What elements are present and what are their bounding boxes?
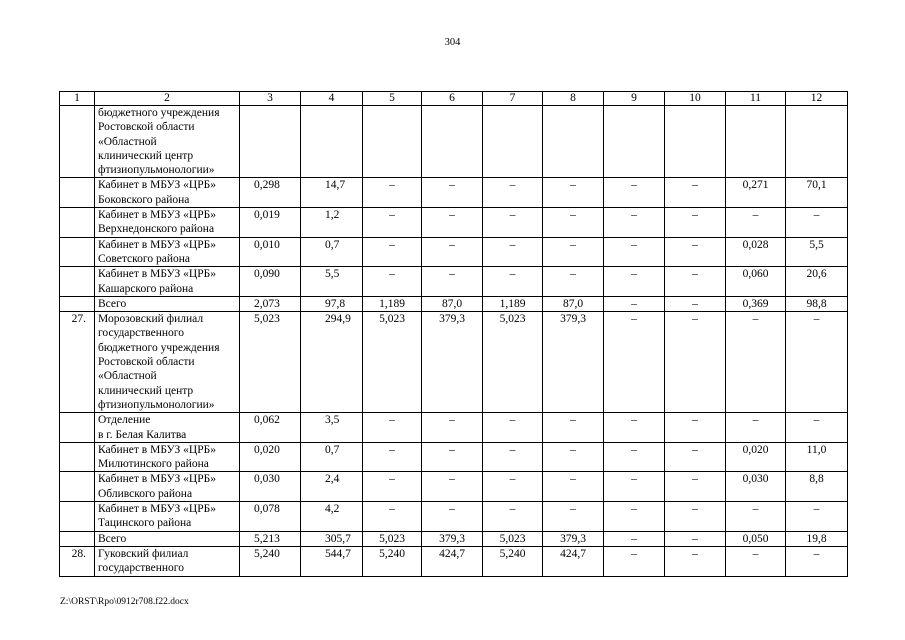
header-cell-8: 8 — [543, 92, 604, 106]
table-cell-col1 — [60, 106, 95, 178]
table-cell-col2: Кабинет в МБУЗ «ЦРБ» Милютинского района — [95, 442, 240, 472]
table-cell-col1 — [60, 178, 95, 208]
table-cell-col11: 0,020 — [726, 442, 786, 472]
table-cell-col8: – — [543, 472, 604, 502]
header-cell-11: 11 — [726, 92, 786, 106]
table-cell-col1: 28. — [60, 546, 95, 576]
table-cell-col4: 294,9 — [301, 312, 363, 413]
table-cell-col3: 0,019 — [240, 208, 301, 238]
table-cell-col4: 5,5 — [301, 267, 363, 297]
table-cell-col5: 5,240 — [363, 546, 422, 576]
table-cell-col12: 5,5 — [786, 237, 848, 267]
table-cell-col9 — [604, 106, 665, 178]
table-cell-col7: – — [483, 442, 543, 472]
table-row — [60, 178, 848, 208]
table-row — [60, 442, 848, 472]
table-cell-col7: – — [483, 237, 543, 267]
table-cell-col2: Кабинет в МБУЗ «ЦРБ» Верхнедонского района — [95, 208, 240, 238]
table-cell-col11: – — [726, 312, 786, 413]
table-cell-col9: – — [604, 267, 665, 297]
table-cell-col10: – — [665, 472, 726, 502]
table-cell-col7: – — [483, 208, 543, 238]
table-cell-col1 — [60, 472, 95, 502]
table-cell-col3: 5,240 — [240, 546, 301, 576]
table-cell-col2: Гуковский филиал государственного — [95, 546, 240, 576]
table-cell-col10: – — [665, 442, 726, 472]
header-cell-5: 5 — [363, 92, 422, 106]
table-cell-col3: 0,010 — [240, 237, 301, 267]
table-cell-col10: – — [665, 267, 726, 297]
table-cell-col3: 0,020 — [240, 442, 301, 472]
table-cell-col2: бюджетного учреждения Ростовской области «Областной клинический центр фтизиопульмонологии» — [95, 106, 240, 178]
table-cell-col5: – — [363, 413, 422, 443]
table-cell-col5: 1,189 — [363, 296, 422, 311]
table-cell-col8: – — [543, 237, 604, 267]
table-cell-col5: 5,023 — [363, 531, 422, 546]
table-cell-col2: Кабинет в МБУЗ «ЦРБ» Обливского района — [95, 472, 240, 502]
table-cell-col4: 1,2 — [301, 208, 363, 238]
table-cell-col5: – — [363, 267, 422, 297]
table-cell-col1 — [60, 502, 95, 532]
table-cell-col12: – — [786, 546, 848, 576]
table-cell-col1 — [60, 413, 95, 443]
table-cell-col9: – — [604, 442, 665, 472]
table-cell-col6: – — [422, 237, 483, 267]
table-cell-col3: 0,062 — [240, 413, 301, 443]
table-cell-col9: – — [604, 531, 665, 546]
table-cell-col12: 70,1 — [786, 178, 848, 208]
table-cell-col7 — [483, 106, 543, 178]
table-header-row — [60, 92, 848, 106]
table-row — [60, 413, 848, 443]
table-cell-col8: – — [543, 502, 604, 532]
table-row — [60, 546, 848, 576]
table-cell-col1: 27. — [60, 312, 95, 413]
table-cell-col3: 0,090 — [240, 267, 301, 297]
table-cell-col8: – — [543, 442, 604, 472]
header-cell-2: 2 — [95, 92, 240, 106]
table-row — [60, 312, 848, 413]
table-cell-col5: – — [363, 442, 422, 472]
table-cell-col4: 0,7 — [301, 442, 363, 472]
table-cell-col6: 424,7 — [422, 546, 483, 576]
table-cell-col5: – — [363, 178, 422, 208]
table-cell-col6: – — [422, 208, 483, 238]
table-cell-col10: – — [665, 312, 726, 413]
table-body — [60, 92, 848, 577]
table-cell-col7: – — [483, 178, 543, 208]
table-cell-col9: – — [604, 312, 665, 413]
table-cell-col5: – — [363, 237, 422, 267]
table-cell-col4: 4,2 — [301, 502, 363, 532]
table-cell-col9: – — [604, 546, 665, 576]
table-cell-col11: 0,369 — [726, 296, 786, 311]
table-cell-col12: – — [786, 413, 848, 443]
table-cell-col3: 2,073 — [240, 296, 301, 311]
header-cell-1: 1 — [60, 92, 95, 106]
table-cell-col11: – — [726, 208, 786, 238]
table-cell-col11: 0,271 — [726, 178, 786, 208]
table-cell-col9: – — [604, 296, 665, 311]
table-row — [60, 531, 848, 546]
header-cell-3: 3 — [240, 92, 301, 106]
table-cell-col6: – — [422, 472, 483, 502]
table-row — [60, 502, 848, 532]
page-number: 304 — [444, 37, 461, 48]
table-cell-col10: – — [665, 237, 726, 267]
table-cell-col10: – — [665, 546, 726, 576]
table-cell-col8 — [543, 106, 604, 178]
table-cell-col2: Морозовский филиал государственного бюджетного учреждения Ростовской области «Областной клинический центр фтизиопульмонологии» — [95, 312, 240, 413]
table-cell-col6: – — [422, 267, 483, 297]
table-cell-col6: – — [422, 502, 483, 532]
table-cell-col8: – — [543, 178, 604, 208]
table-cell-col8: 87,0 — [543, 296, 604, 311]
table-cell-col6 — [422, 106, 483, 178]
table-cell-col7: – — [483, 472, 543, 502]
table-cell-col12: 11,0 — [786, 442, 848, 472]
table-cell-col11: – — [726, 502, 786, 532]
table-cell-col3 — [240, 106, 301, 178]
table-row — [60, 237, 848, 267]
table-cell-col8: – — [543, 267, 604, 297]
table-cell-col4 — [301, 106, 363, 178]
table-cell-col2: Отделение в г. Белая Калитва — [95, 413, 240, 443]
table-cell-col9: – — [604, 413, 665, 443]
header-cell-9: 9 — [604, 92, 665, 106]
table-cell-col6: – — [422, 178, 483, 208]
table-cell-col12: – — [786, 208, 848, 238]
table-cell-col8: – — [543, 208, 604, 238]
table-row — [60, 106, 848, 178]
table-cell-col5: – — [363, 502, 422, 532]
table-cell-col4: 305,7 — [301, 531, 363, 546]
header-cell-6: 6 — [422, 92, 483, 106]
table-cell-col6: 379,3 — [422, 531, 483, 546]
header-cell-10: 10 — [665, 92, 726, 106]
header-cell-4: 4 — [301, 92, 363, 106]
table-cell-col4: 544,7 — [301, 546, 363, 576]
table-cell-col4: 97,8 — [301, 296, 363, 311]
footer-file-path: Z:\ORST\Rpo\0912r708.f22.docx — [60, 597, 189, 607]
table-cell-col12: 19,8 — [786, 531, 848, 546]
table-cell-col4: 3,5 — [301, 413, 363, 443]
table-cell-col1 — [60, 267, 95, 297]
table-cell-col11: – — [726, 413, 786, 443]
table-cell-col2: Всего — [95, 296, 240, 311]
table-cell-col11: 0,028 — [726, 237, 786, 267]
table-cell-col11: 0,060 — [726, 267, 786, 297]
data-table — [59, 91, 848, 577]
table-cell-col1 — [60, 296, 95, 311]
table-cell-col9: – — [604, 178, 665, 208]
table-cell-col1 — [60, 208, 95, 238]
table-row — [60, 267, 848, 297]
table-cell-col4: 2,4 — [301, 472, 363, 502]
table-cell-col2: Кабинет в МБУЗ «ЦРБ» Советского района — [95, 237, 240, 267]
table-cell-col5: – — [363, 208, 422, 238]
table-cell-col10 — [665, 106, 726, 178]
table-cell-col7: – — [483, 502, 543, 532]
table-cell-col8: – — [543, 413, 604, 443]
table-cell-col8: 379,3 — [543, 531, 604, 546]
table-cell-col2: Кабинет в МБУЗ «ЦРБ» Тацинского района — [95, 502, 240, 532]
table-cell-col8: 379,3 — [543, 312, 604, 413]
table-cell-col3: 0,030 — [240, 472, 301, 502]
table-cell-col3: 0,078 — [240, 502, 301, 532]
table-cell-col2: Кабинет в МБУЗ «ЦРБ» Боковского района — [95, 178, 240, 208]
table-cell-col12: – — [786, 312, 848, 413]
table-cell-col10: – — [665, 178, 726, 208]
table-cell-col9: – — [604, 237, 665, 267]
table-cell-col7: – — [483, 413, 543, 443]
table-cell-col7: 5,240 — [483, 546, 543, 576]
table-cell-col3: 0,298 — [240, 178, 301, 208]
table-cell-col1 — [60, 237, 95, 267]
table-cell-col6: 379,3 — [422, 312, 483, 413]
table-cell-col3: 5,023 — [240, 312, 301, 413]
table-cell-col7: 5,023 — [483, 531, 543, 546]
table-cell-col1 — [60, 531, 95, 546]
table-cell-col7: – — [483, 267, 543, 297]
header-cell-7: 7 — [483, 92, 543, 106]
table-cell-col11: 0,050 — [726, 531, 786, 546]
table-cell-col3: 5,213 — [240, 531, 301, 546]
table-cell-col10: – — [665, 502, 726, 532]
table-cell-col6: – — [422, 413, 483, 443]
table-cell-col12 — [786, 106, 848, 178]
table-cell-col10: – — [665, 296, 726, 311]
table-cell-col10: – — [665, 208, 726, 238]
table-cell-col7: 5,023 — [483, 312, 543, 413]
table-cell-col5: 5,023 — [363, 312, 422, 413]
table-cell-col12: – — [786, 502, 848, 532]
table-cell-col10: – — [665, 531, 726, 546]
table-cell-col9: – — [604, 208, 665, 238]
table-cell-col5 — [363, 106, 422, 178]
table-cell-col8: 424,7 — [543, 546, 604, 576]
table-cell-col2: Кабинет в МБУЗ «ЦРБ» Кашарского района — [95, 267, 240, 297]
table-cell-col11: 0,030 — [726, 472, 786, 502]
table-cell-col4: 14,7 — [301, 178, 363, 208]
table-cell-col6: – — [422, 442, 483, 472]
table-row — [60, 472, 848, 502]
table-cell-col1 — [60, 442, 95, 472]
table-cell-col9: – — [604, 502, 665, 532]
table-cell-col12: 98,8 — [786, 296, 848, 311]
table-cell-col6: 87,0 — [422, 296, 483, 311]
header-cell-12: 12 — [786, 92, 848, 106]
table-cell-col2: Всего — [95, 531, 240, 546]
table-cell-col5: – — [363, 472, 422, 502]
table-cell-col7: 1,189 — [483, 296, 543, 311]
table-cell-col9: – — [604, 472, 665, 502]
table-row — [60, 208, 848, 238]
table-cell-col12: 8,8 — [786, 472, 848, 502]
table-row — [60, 296, 848, 311]
table-cell-col4: 0,7 — [301, 237, 363, 267]
table-cell-col10: – — [665, 413, 726, 443]
table-cell-col11 — [726, 106, 786, 178]
table-cell-col12: 20,6 — [786, 267, 848, 297]
table-cell-col11: – — [726, 546, 786, 576]
